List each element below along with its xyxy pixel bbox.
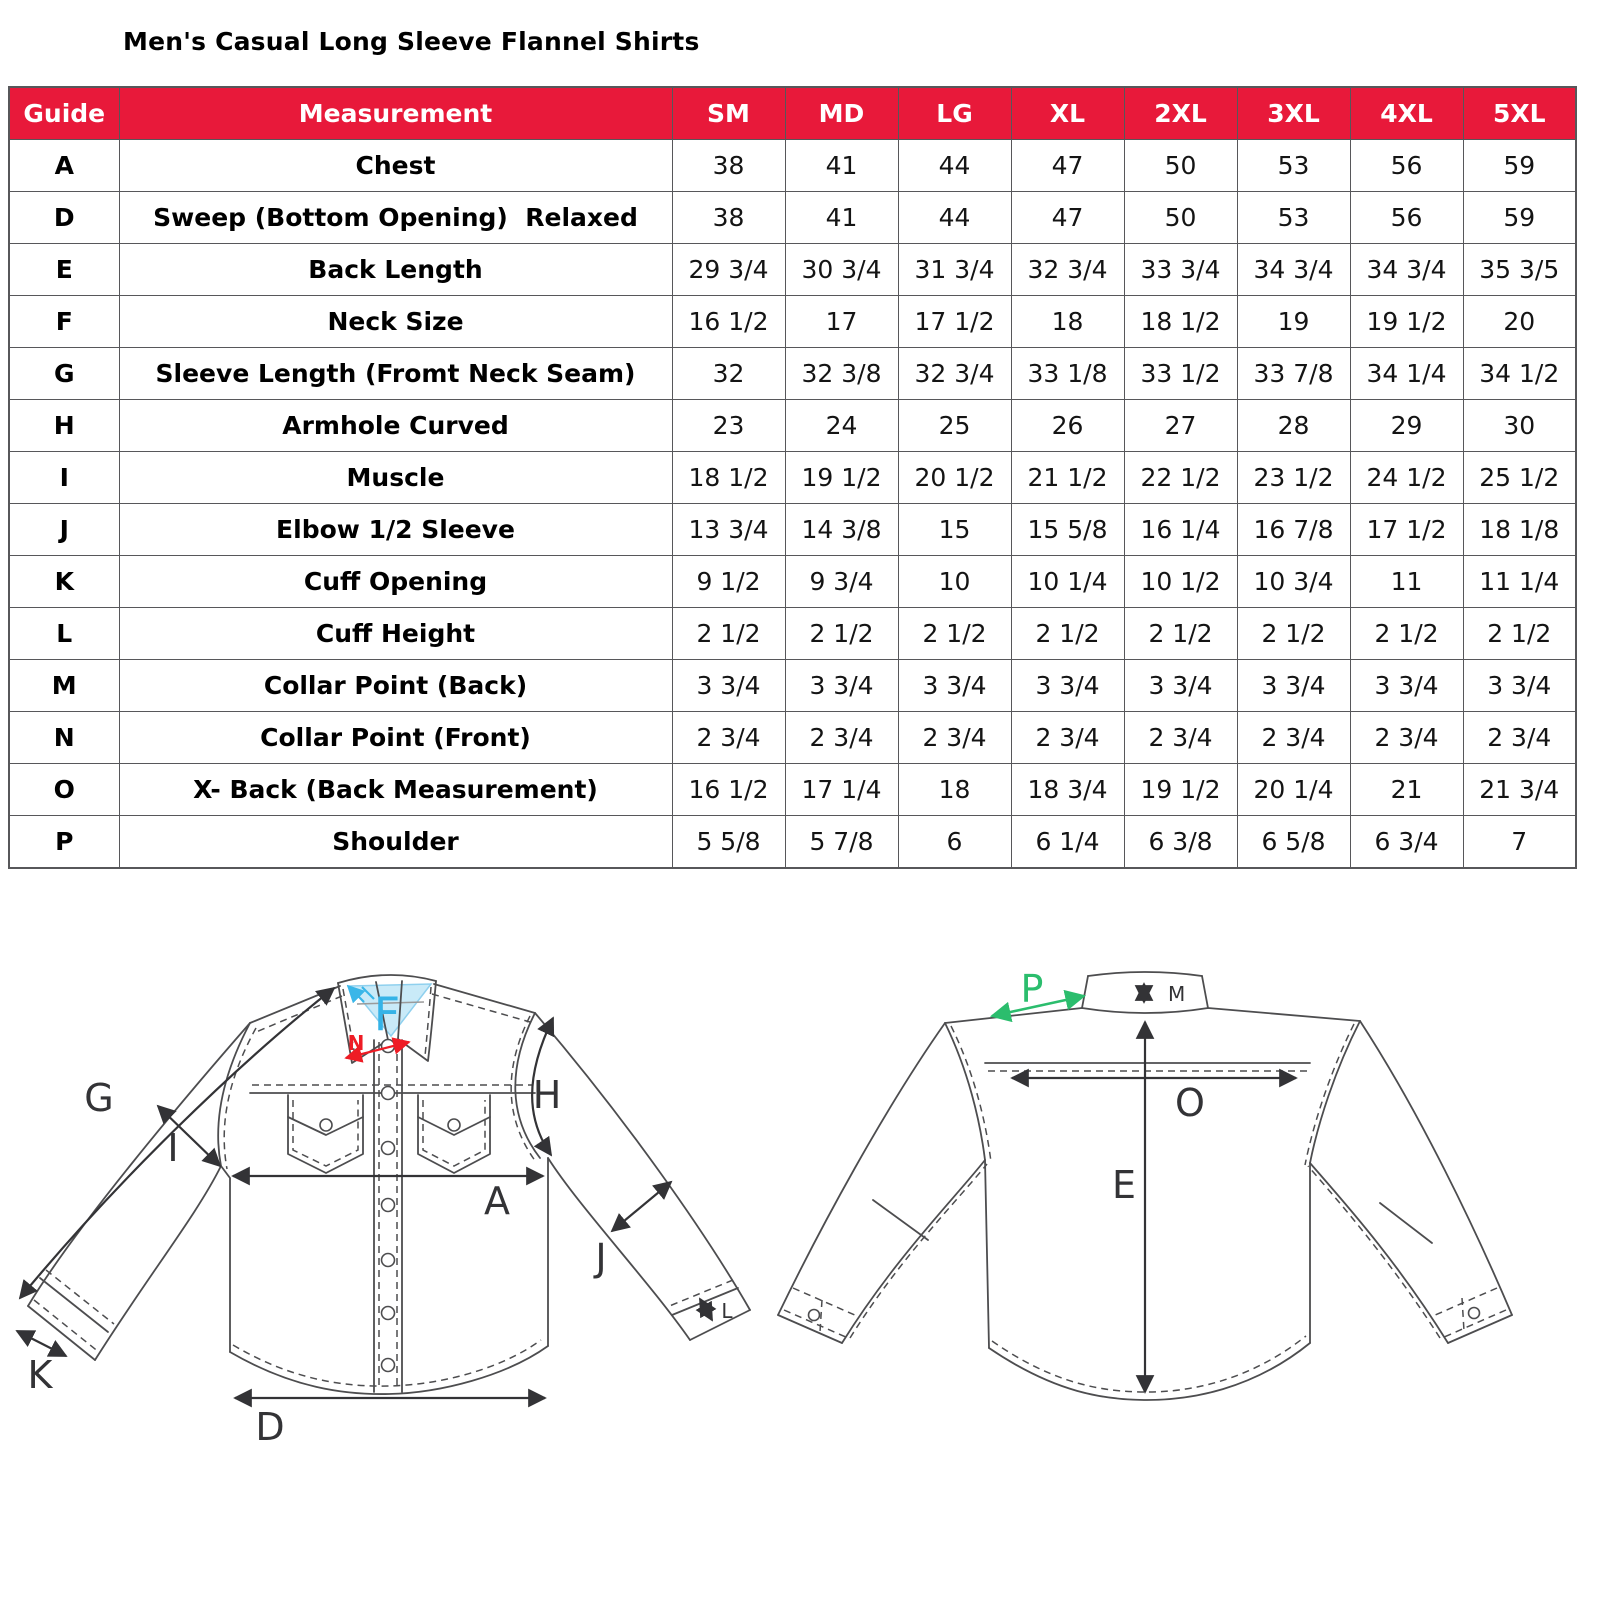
arrow-J: [612, 1182, 671, 1231]
measurement-name: Muscle: [119, 452, 672, 504]
measurement-value: 21 3/4: [1463, 764, 1576, 816]
measurement-value: 10 1/2: [1124, 556, 1237, 608]
measurement-value: 23 1/2: [1237, 452, 1350, 504]
measurement-value: 16 1/2: [672, 764, 785, 816]
measurement-value: 30: [1463, 400, 1576, 452]
measurement-value: 2 1/2: [785, 608, 898, 660]
measurement-value: 2 1/2: [1463, 608, 1576, 660]
measurement-value: 44: [898, 140, 1011, 192]
table-row: [9, 192, 1576, 244]
measurement-value: 24 1/2: [1350, 452, 1463, 504]
measurement-value: 2 1/2: [1350, 608, 1463, 660]
measurement-value: 34 1/2: [1463, 348, 1576, 400]
table-row: [9, 712, 1576, 764]
measurement-value: 32 3/4: [1011, 244, 1124, 296]
guide-letter: L: [9, 608, 119, 660]
measurement-value: 26: [1011, 400, 1124, 452]
col-header-size: XL: [1011, 87, 1124, 140]
measurement-value: 34 3/4: [1237, 244, 1350, 296]
guide-letter: O: [9, 764, 119, 816]
label-K: K: [27, 1353, 53, 1397]
col-header-guide: Guide: [9, 87, 119, 140]
label-N: N: [347, 1031, 365, 1055]
guide-letter: H: [9, 400, 119, 452]
measurement-value: 14 3/8: [785, 504, 898, 556]
measurement-value: 33 1/2: [1124, 348, 1237, 400]
measurement-value: 2 3/4: [672, 712, 785, 764]
guide-letter: G: [9, 348, 119, 400]
measurement-value: 34 1/4: [1350, 348, 1463, 400]
measurement-value: 6 3/8: [1124, 816, 1237, 869]
measurement-value: 9 3/4: [785, 556, 898, 608]
measurement-value: 2 3/4: [1237, 712, 1350, 764]
measurement-value: 2 1/2: [1237, 608, 1350, 660]
measurement-value: 28: [1237, 400, 1350, 452]
measurement-value: 17: [785, 296, 898, 348]
measurement-value: 16 1/2: [672, 296, 785, 348]
measurement-value: 35 3/5: [1463, 244, 1576, 296]
measurement-value: 2 3/4: [1350, 712, 1463, 764]
measurement-value: 11 1/4: [1463, 556, 1576, 608]
guide-letter: M: [9, 660, 119, 712]
measurement-value: 34 3/4: [1350, 244, 1463, 296]
guide-letter: I: [9, 452, 119, 504]
measurement-name: Elbow 1/2 Sleeve: [119, 504, 672, 556]
measurement-value: 16 1/4: [1124, 504, 1237, 556]
col-header-size: LG: [898, 87, 1011, 140]
guide-letter: P: [9, 816, 119, 869]
measurement-value: 13 3/4: [672, 504, 785, 556]
measurement-name: Armhole Curved: [119, 400, 672, 452]
measurement-value: 32 3/4: [898, 348, 1011, 400]
label-G: G: [84, 1076, 114, 1120]
measurement-value: 2 3/4: [1463, 712, 1576, 764]
guide-letter: J: [9, 504, 119, 556]
measurement-value: 18 1/8: [1463, 504, 1576, 556]
measurement-value: 38: [672, 140, 785, 192]
measurement-value: 59: [1463, 140, 1576, 192]
measurement-value: 31 3/4: [898, 244, 1011, 296]
measurement-value: 25: [898, 400, 1011, 452]
col-header-size: 5XL: [1463, 87, 1576, 140]
label-E: E: [1111, 1163, 1137, 1207]
guide-letter: N: [9, 712, 119, 764]
measurement-value: 3 3/4: [1011, 660, 1124, 712]
col-header-size: MD: [785, 87, 898, 140]
measurement-value: 18 1/2: [1124, 296, 1237, 348]
measurement-value: 2 3/4: [785, 712, 898, 764]
measurement-value: 2 1/2: [898, 608, 1011, 660]
measurement-value: 18 3/4: [1011, 764, 1124, 816]
col-header-size: 3XL: [1237, 87, 1350, 140]
label-A: A: [484, 1179, 510, 1223]
measurement-value: 24: [785, 400, 898, 452]
measurement-value: 10 3/4: [1237, 556, 1350, 608]
label-I: I: [167, 1126, 179, 1170]
measurement-value: 32 3/8: [785, 348, 898, 400]
measurement-value: 2 3/4: [898, 712, 1011, 764]
measurement-value: 18 1/2: [672, 452, 785, 504]
measurement-value: 41: [785, 192, 898, 244]
label-F: F: [373, 987, 401, 1041]
measurement-value: 6 5/8: [1237, 816, 1350, 869]
measurement-value: 33 1/8: [1011, 348, 1124, 400]
measurement-value: 6 1/4: [1011, 816, 1124, 869]
measurement-value: 44: [898, 192, 1011, 244]
measurement-value: 16 7/8: [1237, 504, 1350, 556]
measurement-value: 33 7/8: [1237, 348, 1350, 400]
measurement-value: 59: [1463, 192, 1576, 244]
measurement-value: 7: [1463, 816, 1576, 869]
measurement-value: 2 1/2: [1011, 608, 1124, 660]
measurement-value: 30 3/4: [785, 244, 898, 296]
measurement-value: 10 1/4: [1011, 556, 1124, 608]
measurement-name: Cuff Height: [119, 608, 672, 660]
arrow-L: [700, 1299, 712, 1320]
guide-letter: K: [9, 556, 119, 608]
measurement-name: Sweep (Bottom Opening) Relaxed: [119, 192, 672, 244]
measurement-value: 3 3/4: [785, 660, 898, 712]
measurement-value: 18: [1011, 296, 1124, 348]
front-shirt-diagram: [0, 928, 770, 1450]
measurement-value: 15 5/8: [1011, 504, 1124, 556]
measurement-name: X- Back (Back Measurement): [119, 764, 672, 816]
measurement-value: 18: [898, 764, 1011, 816]
measurement-value: 11: [1350, 556, 1463, 608]
guide-letter: E: [9, 244, 119, 296]
measurement-value: 19 1/2: [785, 452, 898, 504]
label-H: H: [532, 1073, 562, 1117]
measurement-value: 20 1/4: [1237, 764, 1350, 816]
measurement-name: Sleeve Length (Fromt Neck Seam): [119, 348, 672, 400]
measurement-value: 9 1/2: [672, 556, 785, 608]
measurement-value: 2 1/2: [672, 608, 785, 660]
table-row: [9, 452, 1576, 504]
measurement-name: Neck Size: [119, 296, 672, 348]
table-row: [9, 140, 1576, 192]
table-row: [9, 556, 1576, 608]
measurement-value: 10: [898, 556, 1011, 608]
measurement-value: 19 1/2: [1124, 764, 1237, 816]
measurement-name: Cuff Opening: [119, 556, 672, 608]
measurement-name: Collar Point (Front): [119, 712, 672, 764]
measurement-value: 3 3/4: [672, 660, 785, 712]
measurement-value: 5 7/8: [785, 816, 898, 869]
measurement-value: 3 3/4: [1237, 660, 1350, 712]
back-shirt-diagram: [770, 928, 1600, 1450]
measurement-value: 15: [898, 504, 1011, 556]
measurement-value: 20 1/2: [898, 452, 1011, 504]
table-row: [9, 816, 1576, 869]
measurement-value: 23: [672, 400, 785, 452]
guide-letter: D: [9, 192, 119, 244]
measurement-value: 50: [1124, 192, 1237, 244]
size-table: [8, 86, 1577, 869]
measurement-value: 32: [672, 348, 785, 400]
measurement-value: 2 3/4: [1011, 712, 1124, 764]
table-row: [9, 504, 1576, 556]
measurement-value: 56: [1350, 140, 1463, 192]
measurement-name: Chest: [119, 140, 672, 192]
measurement-value: 47: [1011, 140, 1124, 192]
label-O: O: [1175, 1081, 1205, 1125]
measurement-value: 50: [1124, 140, 1237, 192]
table-row: [9, 660, 1576, 712]
page-title: Men's Casual Long Sleeve Flannel Shirts: [123, 27, 700, 56]
measurement-value: 5 5/8: [672, 816, 785, 869]
table-row: [9, 764, 1576, 816]
measurement-value: 56: [1350, 192, 1463, 244]
measurement-value: 19: [1237, 296, 1350, 348]
col-header-size: 4XL: [1350, 87, 1463, 140]
measurement-value: 2 1/2: [1124, 608, 1237, 660]
measurement-value: 3 3/4: [1350, 660, 1463, 712]
measurement-value: 29: [1350, 400, 1463, 452]
label-P: P: [1020, 967, 1044, 1011]
measurement-value: 21 1/2: [1011, 452, 1124, 504]
measurement-value: 20: [1463, 296, 1576, 348]
table-row: [9, 296, 1576, 348]
label-L: L: [721, 1299, 733, 1323]
measurement-value: 29 3/4: [672, 244, 785, 296]
measurement-value: 6: [898, 816, 1011, 869]
col-header-measurement: Measurement: [119, 87, 672, 140]
measurement-value: 6 3/4: [1350, 816, 1463, 869]
measurement-value: 38: [672, 192, 785, 244]
measurement-value: 3 3/4: [1463, 660, 1576, 712]
label-D: D: [255, 1405, 285, 1449]
col-header-size: 2XL: [1124, 87, 1237, 140]
measurement-value: 3 3/4: [898, 660, 1011, 712]
measurement-name: Shoulder: [119, 816, 672, 869]
measurement-name: Collar Point (Back): [119, 660, 672, 712]
label-M: M: [1168, 982, 1186, 1006]
col-header-size: SM: [672, 87, 785, 140]
measurement-value: 22 1/2: [1124, 452, 1237, 504]
measurement-value: 17 1/4: [785, 764, 898, 816]
measurement-value: 19 1/2: [1350, 296, 1463, 348]
measurement-value: 2 3/4: [1124, 712, 1237, 764]
table-row: [9, 608, 1576, 660]
measurement-value: 53: [1237, 140, 1350, 192]
measurement-value: 25 1/2: [1463, 452, 1576, 504]
measurement-value: 17 1/2: [1350, 504, 1463, 556]
table-row: [9, 348, 1576, 400]
measurement-value: 21: [1350, 764, 1463, 816]
measurement-name: Back Length: [119, 244, 672, 296]
measurement-value: 53: [1237, 192, 1350, 244]
guide-letter: A: [9, 140, 119, 192]
table-row: [9, 400, 1576, 452]
table-row: [9, 244, 1576, 296]
measurement-value: 47: [1011, 192, 1124, 244]
measurement-value: 41: [785, 140, 898, 192]
measurement-value: 17 1/2: [898, 296, 1011, 348]
measurement-value: 33 3/4: [1124, 244, 1237, 296]
guide-letter: F: [9, 296, 119, 348]
measurement-value: 3 3/4: [1124, 660, 1237, 712]
label-J: J: [595, 1236, 607, 1280]
measurement-value: 27: [1124, 400, 1237, 452]
